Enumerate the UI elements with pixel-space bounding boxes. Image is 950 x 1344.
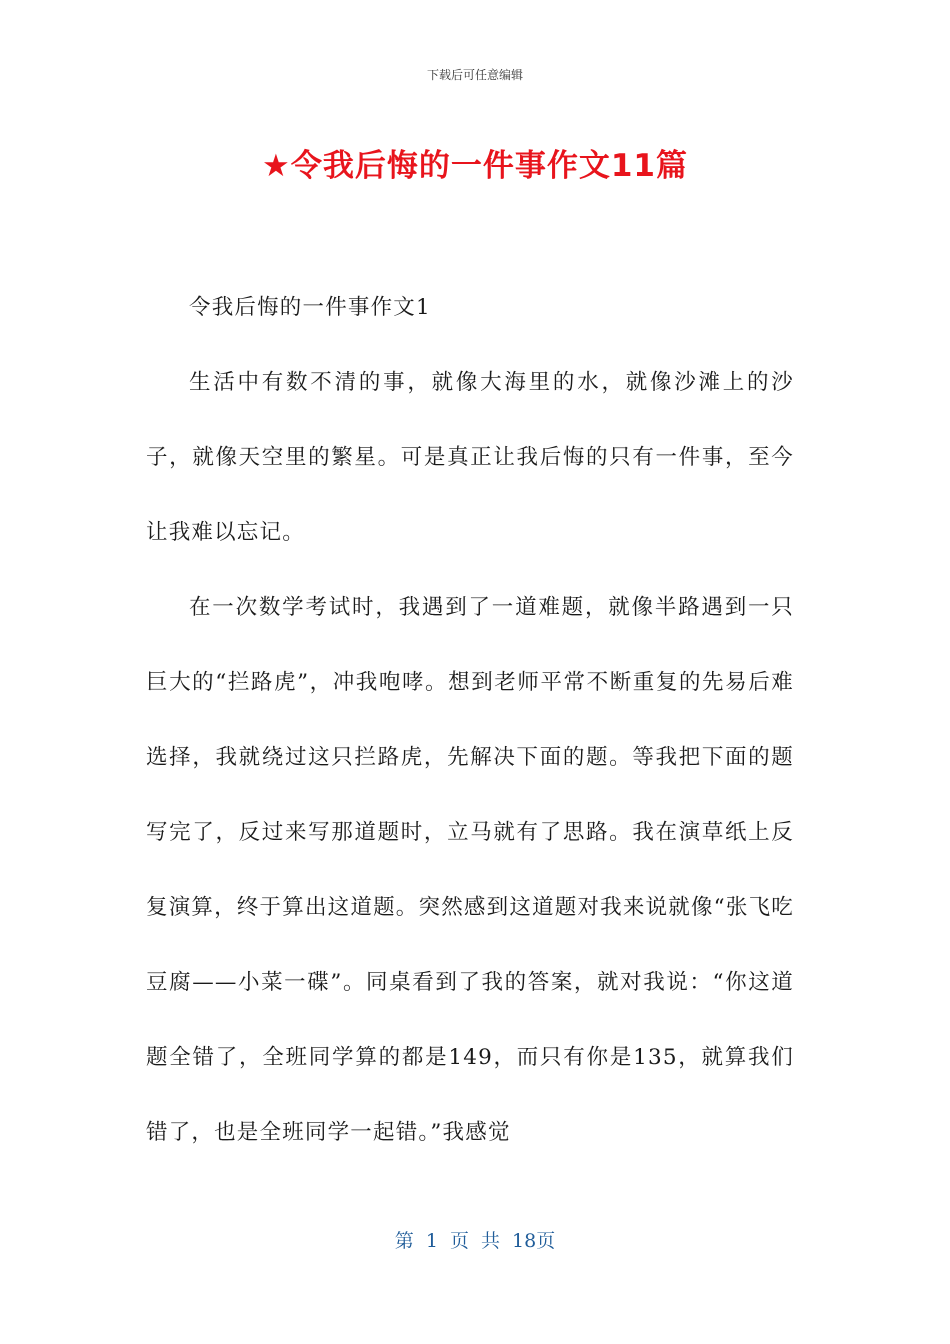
document-title: ★令我后悔的一件事作文11篇 — [262, 148, 688, 184]
header-note: 下载后可任意编辑 — [426, 68, 523, 82]
paragraph: 生活中有数不清的事，就像大海里的水，就像沙滩上的沙子，就像天空里的繁星。可是真正让我后悔的只有一件事，至今让我难以忘记。 — [146, 370, 794, 545]
page-number: 第 1 页 共 18页 — [394, 1230, 556, 1252]
paragraph: 在一次数学考试时，我遇到了一道难题，就像半路遇到一只巨大的“拦路虎”，冲我咆哮。想到老师平常不断重复的先易后难选择，我就绕过这只拦路虎，先解决下面的题。等我把下面的题写完了，反过来写那道题时，立马就有了思路。我在演草纸上反复演算，终于算出这道题。突然感到这道题对我来说就像“张飞吃豆腐——小菜一碟”。同桌看到了我的答案，就对我说：“你这道题全错了，全班同学算的都是149，而只有你是135，就算我们错了，也是全班同学一起错。”我感觉 — [146, 595, 794, 1145]
document-body — [146, 270, 794, 1170]
paragraph-subtitle: 令我后悔的一件事作文1 — [189, 295, 431, 320]
